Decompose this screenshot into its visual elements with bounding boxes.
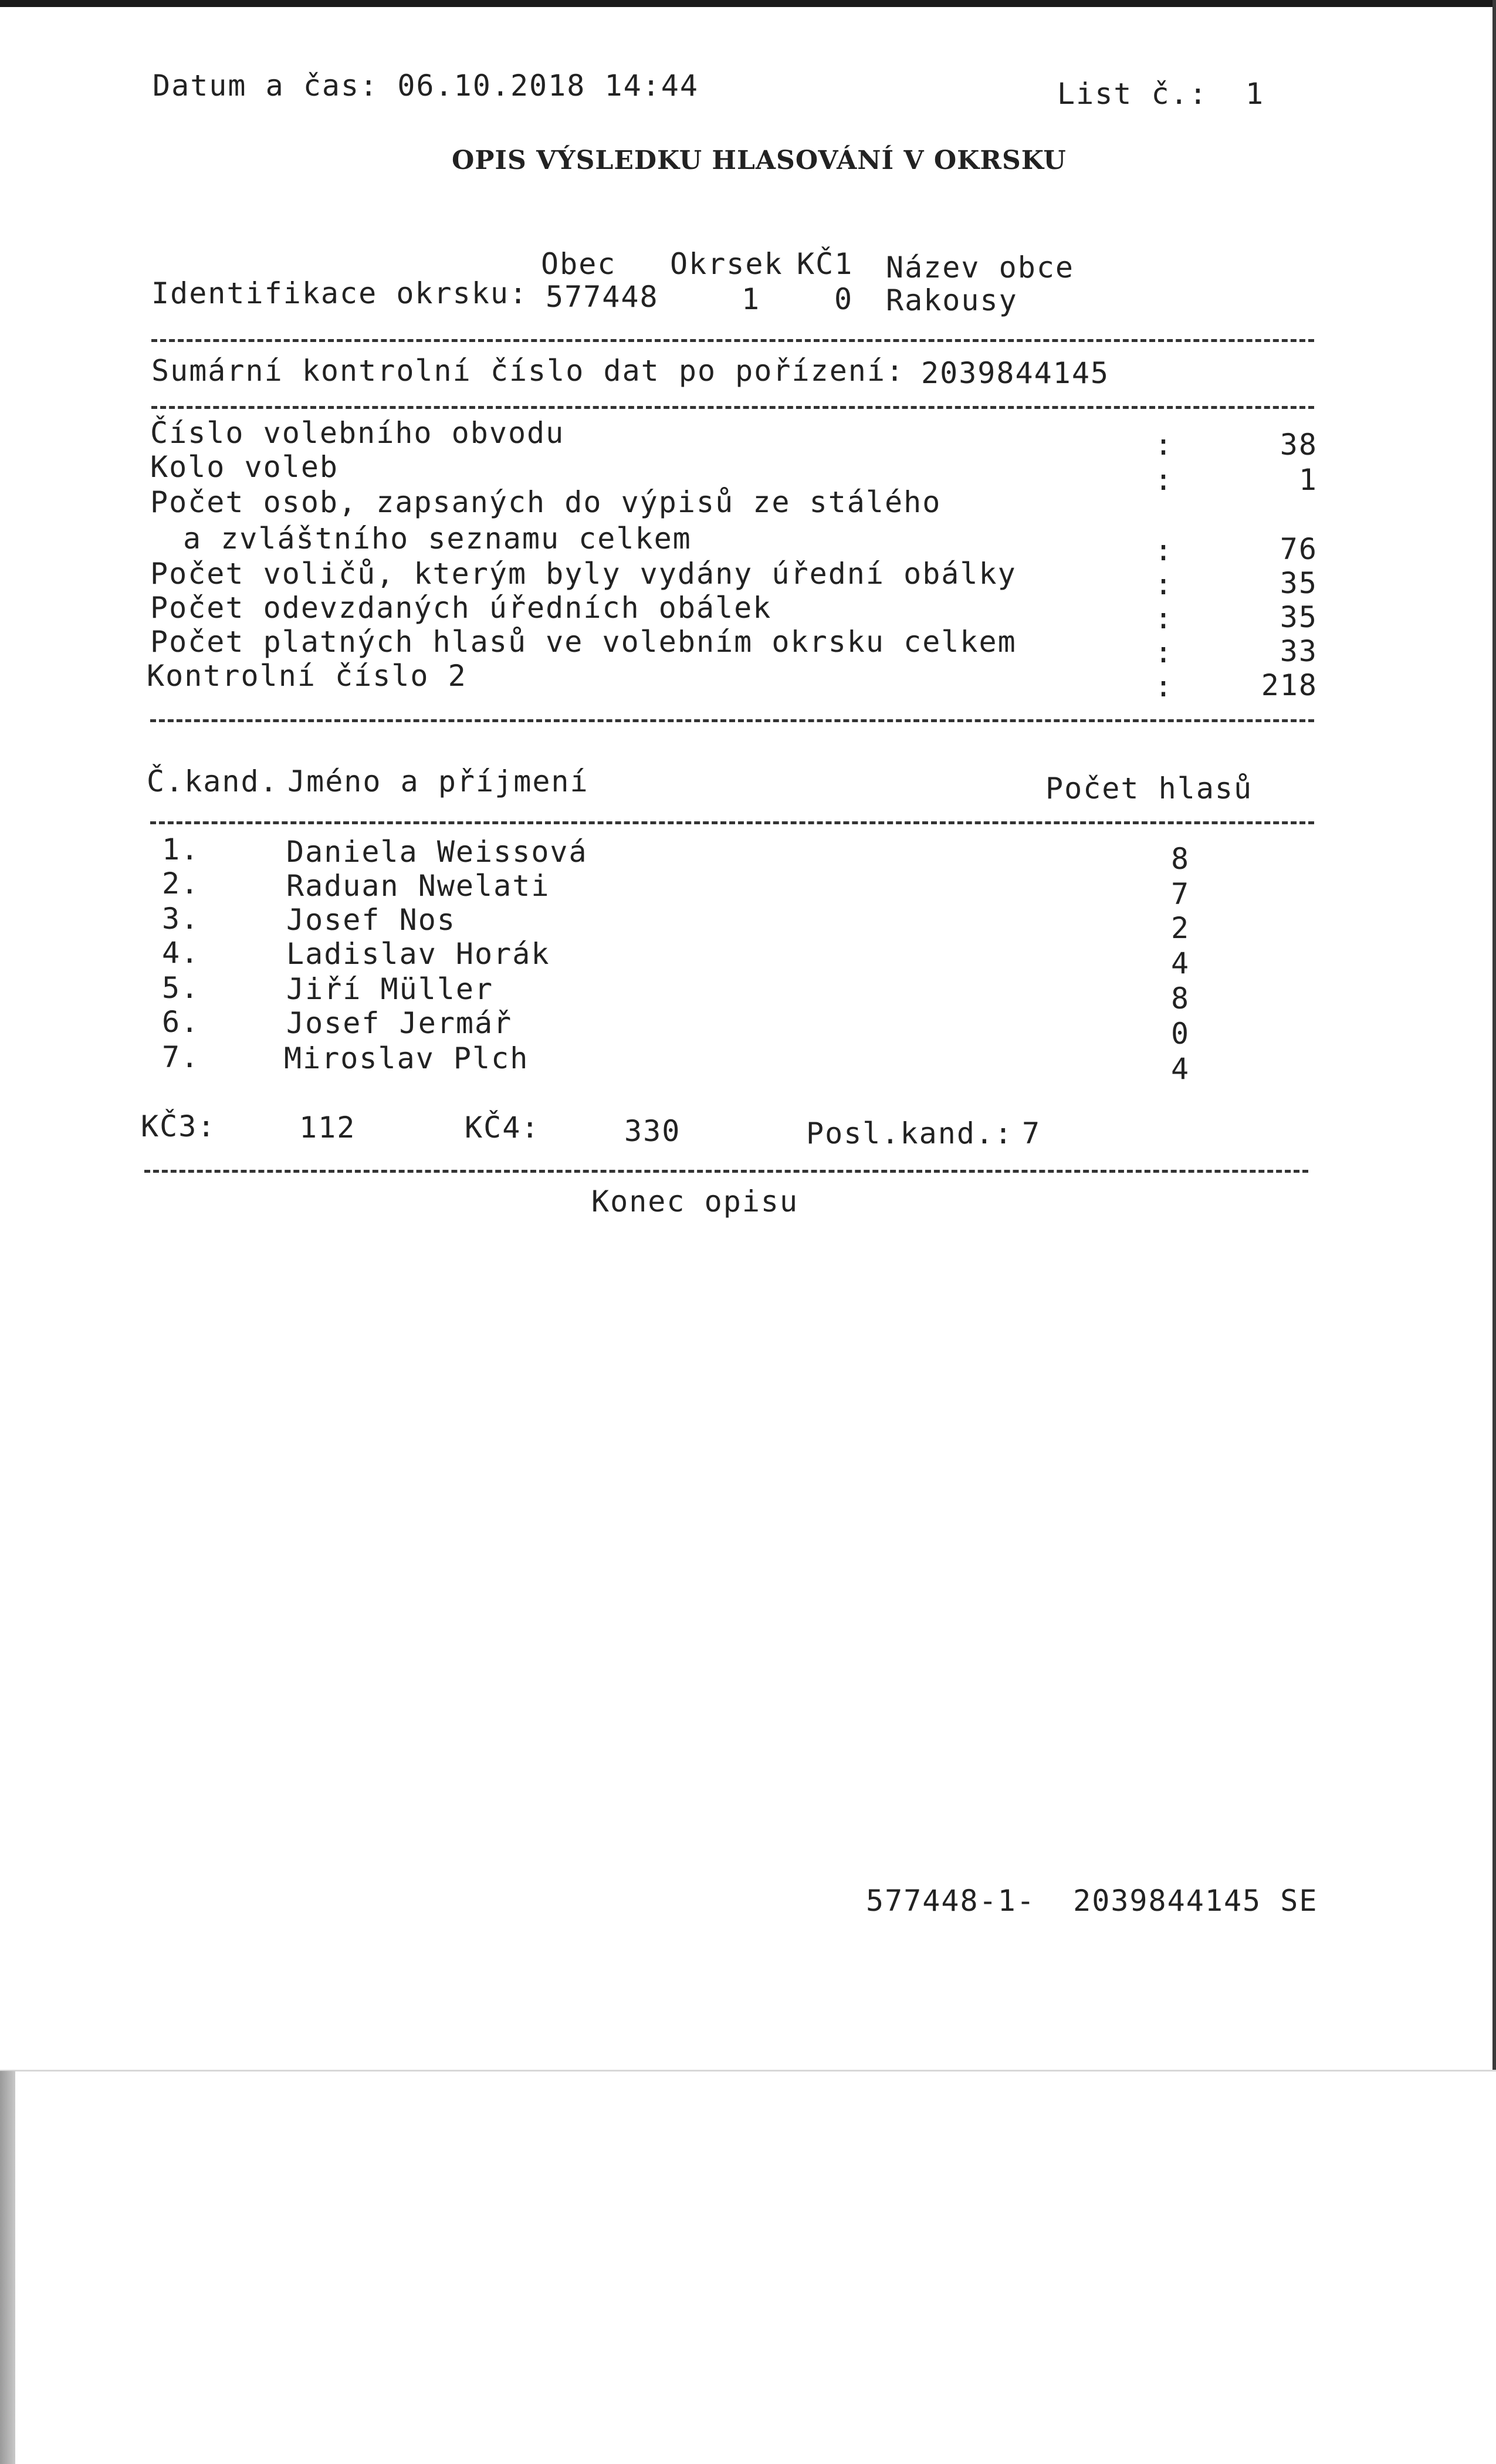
colon: : — [1155, 601, 1174, 635]
candidate-votes: 4 — [1171, 946, 1190, 980]
scan-bottom-edge — [0, 2070, 1496, 2072]
candidate-name: Josef Nos — [286, 903, 456, 937]
stat-label-kolo: Kolo voleb — [150, 450, 339, 484]
kc4-value: 330 — [624, 1114, 681, 1148]
col-header-nazev: Název obce — [886, 251, 1075, 285]
separator — [150, 821, 1314, 824]
stat-label-platne: Počet platných hlasů ve volebním okrsku celkem — [150, 625, 1017, 659]
candidate-votes: 8 — [1171, 981, 1190, 1016]
colon: : — [1155, 635, 1174, 669]
candidates-header-votes: Počet hlasů — [1045, 771, 1253, 805]
candidate-name: Daniela Weissová — [286, 835, 588, 869]
candidate-name: Jiří Müller — [286, 972, 494, 1006]
document-code: 577448-1- 2039844145 SE — [866, 1884, 1318, 1918]
stat-label-kc2: Kontrolní číslo 2 — [147, 659, 467, 693]
candidate-number: 6. — [162, 1005, 200, 1039]
candidate-number: 7. — [162, 1040, 200, 1074]
sheet-number: List č.: 1 — [1057, 77, 1265, 111]
kc1-value: 0 — [834, 282, 854, 316]
scan-right-edge — [1492, 0, 1496, 2071]
candidate-votes: 8 — [1171, 842, 1190, 876]
scan-top-edge — [0, 0, 1496, 7]
obec-value: 577448 — [546, 280, 659, 314]
stat-value-kolo: 1 — [1298, 463, 1318, 497]
stat-value-vydane: 35 — [1280, 566, 1318, 600]
candidate-number: 2. — [162, 867, 200, 901]
kc4-label: KČ4: — [465, 1111, 540, 1145]
col-header-obec: Obec — [541, 247, 617, 281]
stat-value-zapsane: 76 — [1280, 532, 1318, 566]
last-candidate-value: 7 — [1022, 1116, 1041, 1150]
separator — [144, 1170, 1308, 1173]
stat-value-kc2: 218 — [1261, 668, 1318, 702]
end-of-copy: Konec opisu — [591, 1184, 799, 1219]
candidates-header-name: Jméno a příjmení — [287, 764, 589, 798]
candidates-header-num: Č.kand. — [147, 764, 279, 798]
candidate-votes: 7 — [1171, 877, 1190, 911]
kc3-value: 112 — [299, 1111, 356, 1145]
scan-left-shadow — [0, 2071, 15, 2464]
colon: : — [1155, 463, 1174, 497]
kc3-label: KČ3: — [141, 1109, 216, 1143]
colon: : — [1155, 669, 1174, 703]
separator — [151, 339, 1314, 342]
stat-value-obvod: 38 — [1280, 428, 1318, 462]
candidate-votes: 0 — [1171, 1017, 1190, 1051]
candidate-number: 1. — [162, 832, 200, 867]
col-header-okrsek: Okrsek — [670, 247, 783, 281]
identification-label: Identifikace okrsku: — [151, 276, 529, 310]
document-title: OPIS VÝSLEDKU HLASOVÁNÍ V OKRSKU — [452, 145, 1067, 175]
stat-label-odevzdane: Počet odevzdaných úředních obálek — [150, 591, 772, 625]
stat-label-vydane: Počet voličů, kterým byly vydány úřední obálky — [150, 557, 1017, 591]
candidate-number: 4. — [162, 936, 200, 970]
stat-label-zapsane-cont: a zvláštního seznamu celkem — [183, 522, 692, 556]
colon: : — [1155, 567, 1174, 601]
candidate-number: 3. — [162, 902, 200, 936]
stat-value-odevzdane: 35 — [1280, 600, 1318, 634]
okrsek-value: 1 — [742, 282, 761, 316]
checksum-label: Sumární kontrolní číslo dat po pořízení: — [151, 354, 905, 388]
candidate-name: Raduan Nwelati — [286, 869, 550, 903]
candidate-number: 5. — [162, 971, 200, 1005]
nazev-value: Rakousy — [886, 283, 1018, 317]
col-header-kc1: KČ1 — [797, 247, 854, 281]
colon: : — [1155, 533, 1174, 567]
stat-label-obvod: Číslo volebního obvodu — [150, 416, 565, 450]
separator — [150, 719, 1314, 722]
candidate-name: Miroslav Plch — [284, 1041, 529, 1075]
candidate-votes: 2 — [1171, 911, 1190, 945]
colon: : — [1155, 428, 1174, 462]
checksum-value: 2039844145 — [921, 356, 1110, 390]
stat-value-platne: 33 — [1280, 634, 1318, 668]
last-candidate-label: Posl.kand.: — [806, 1116, 1014, 1150]
candidate-name: Ladislav Horák — [286, 937, 550, 971]
candidate-votes: 4 — [1171, 1052, 1190, 1086]
datetime: Datum a čas: 06.10.2018 14:44 — [153, 69, 699, 103]
candidate-name: Josef Jermář — [286, 1006, 513, 1040]
separator — [151, 406, 1314, 409]
stat-label-zapsane: Počet osob, zapsaných do výpisů ze stálého — [150, 485, 942, 519]
